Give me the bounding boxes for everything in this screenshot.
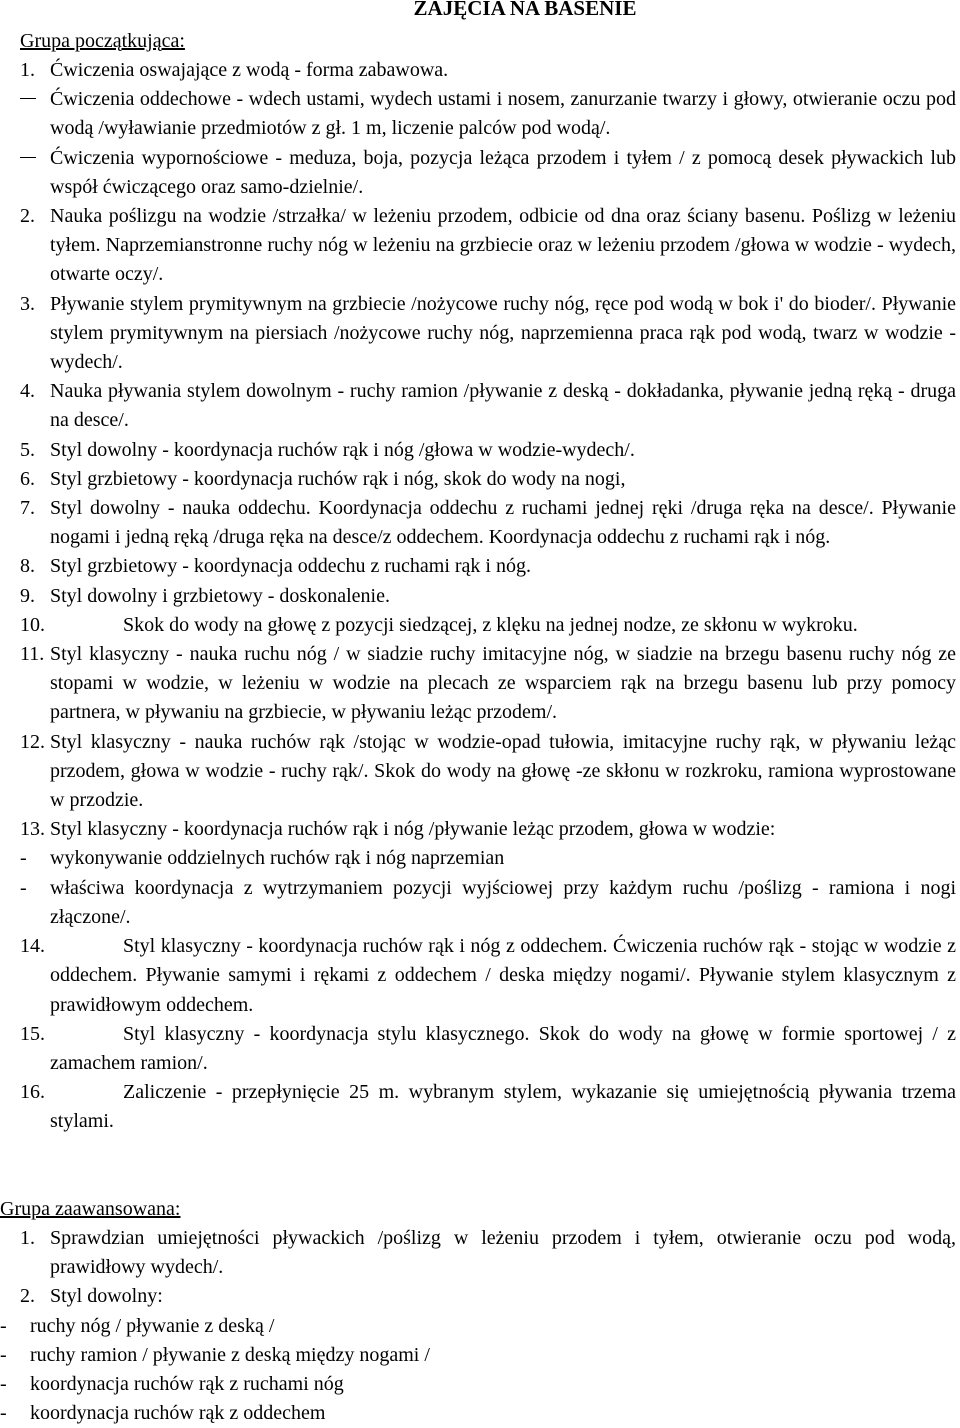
item-text: właściwa koordynacja z wytrzymaniem pozycji wyjściowej przy każdym ruchu /poślizg - ramiona i nogi złączone/. xyxy=(50,876,956,928)
item-text: Nauka pływania stylem dowolnym - ruchy ramion /pływanie z deską - dokładanka, pływanie jedną ręką - druga na desce/. xyxy=(50,380,956,432)
item-text: Styl grzbietowy - koordynacja oddechu z ruchami rąk i nóg. xyxy=(50,555,531,578)
item-number: 1. xyxy=(20,59,35,81)
item-number: 12. xyxy=(20,730,45,753)
list-item xyxy=(20,494,956,552)
item-text: wykonywanie oddzielnych ruchów rąk i nóg naprzemian xyxy=(50,847,505,870)
item-text: Ćwiczenia oddechowe - wdech ustami, wydech ustami i nosem, zanurzanie twarzy i głowy, otwieranie oczu pod wodą /wyławianie przedmiotów z gł. 1 m, liczenie palców pod wodą/. xyxy=(50,88,956,140)
item-text: ruchy ramion / pływanie z deską między nogami / xyxy=(30,1343,430,1366)
list-item xyxy=(20,552,956,581)
list-item xyxy=(0,1341,956,1370)
dash-bullet xyxy=(20,85,36,114)
list-item xyxy=(0,1370,956,1399)
list-item xyxy=(20,202,956,290)
item-number: 6. xyxy=(20,467,35,490)
item-number: 3. xyxy=(20,292,35,315)
item-text: Styl grzbietowy - koordynacja ruchów rąk i nóg, skok do wody na nogi, xyxy=(50,467,626,490)
item-number: 1. xyxy=(20,1227,35,1249)
item-text: ruchy nóg / pływanie z deską / xyxy=(30,1314,275,1337)
item-text: Ćwiczenia wypornościowe - meduza, boja, pozycja leżąca przodem i tyłem / z pomocą desek pływackich lub współ ćwiczącego oraz samo-dzielnie/. xyxy=(50,146,956,198)
item-text: Styl dowolny - nauka oddechu. Koordynacja oddechu z ruchami jednej ręki /druga ręka na desce/. Pływanie nogami i jedną ręką /druga ręka na desce/z oddechem. Koordynacja oddechu z ruchami rąk i nóg. xyxy=(50,497,956,549)
item-number: 2. xyxy=(20,205,35,228)
section-heading-beginner: Grupa początkująca: xyxy=(20,30,185,52)
list-item xyxy=(20,144,956,202)
list-item xyxy=(20,436,956,465)
list-item xyxy=(20,932,956,1020)
list-item xyxy=(20,290,956,378)
list-item xyxy=(20,85,956,143)
item-text: Styl dowolny i grzbietowy - doskonalenie. xyxy=(50,584,390,607)
item-number: 14. xyxy=(20,935,45,958)
item-text: Styl dowolny - koordynacja ruchów rąk i nóg /głowa w wodzie-wydech/. xyxy=(50,438,635,461)
item-number: 5. xyxy=(20,438,35,461)
list-item xyxy=(20,56,956,85)
item-text: Ćwiczenia oswajające z wodą - forma zabawowa. xyxy=(50,59,449,81)
item-text: Styl klasyczny - koordynacja ruchów rąk i nóg /pływanie leżąc przodem, głowa w wodzie: xyxy=(50,818,776,841)
item-text: Styl klasyczny - koordynacja stylu klasycznego. Skok do wody na głowę w formie sportowej / z zamachem ramion/. xyxy=(50,1022,956,1074)
dash-bullet: - xyxy=(20,847,27,870)
section-heading-advanced: Grupa zaawansowana: xyxy=(0,1198,181,1220)
item-text: Pływanie stylem prymitywnym na grzbiecie /nożycowe ruchy nóg, ręce pod wodą w bok i' do bioder/. Pływanie stylem prymitywnym na piersiach /nożycowe ruchy nóg, naprzemienna praca rąk pod wodą, twarz w wodzie - wydech/. xyxy=(50,292,956,374)
list-item xyxy=(20,728,956,816)
list-item xyxy=(0,1312,956,1341)
advanced-list xyxy=(0,1224,956,1428)
item-number: 16. xyxy=(20,1081,45,1104)
item-text: Nauka poślizgu na wodzie /strzałka/ w leżeniu przodem, odbicie od dna oraz ściany basenu. Poślizg w leżeniu tyłem. Naprzemianstronne ruchy nóg w leżeniu na grzbiecie oraz w leżeniu przodem /głowa w wodzie - wydech, otwarte oczy/. xyxy=(50,205,956,286)
dash-bullet: - xyxy=(0,1373,7,1396)
item-text: Styl klasyczny - nauka ruchów rąk /stojąc w wodzie-opad tułowia, imitacyjne ruchy rąk, w pływaniu leżąc przodem, głowa w wodzie - ruchy rąk/. Skok do wody na głowę -ze skłonu w rozkroku, ramiona wyprostowane w przodzie. xyxy=(50,730,956,812)
item-number: 9. xyxy=(20,584,35,607)
dash-bullet: - xyxy=(0,1402,7,1425)
item-number: 10. xyxy=(20,613,45,636)
list-item xyxy=(20,465,956,494)
list-item xyxy=(20,1078,956,1136)
item-number: 8. xyxy=(20,555,35,578)
dash-bullet: - xyxy=(0,1343,7,1366)
list-item xyxy=(20,1224,956,1282)
list-item xyxy=(20,1282,956,1311)
list-item xyxy=(20,582,956,611)
list-item xyxy=(20,815,956,844)
list-item xyxy=(20,844,956,873)
item-number: 11. xyxy=(20,643,45,666)
list-item xyxy=(20,640,956,728)
list-item xyxy=(20,611,956,640)
item-text: Sprawdzian umiejętności pływackich /poślizg w leżeniu przodem i tyłem, otwieranie oczu pod wodą, prawidłowy wydech/. xyxy=(50,1227,956,1279)
item-text: Styl klasyczny - nauka ruchu nóg / w siadzie ruchy imitacyjne nóg, w siadzie na brzegu basenu ruchy nóg ze stopami w wodzie, w leżeniu w wodzie na plecach ze wsparciem rąk na brzegu basenu lub przy pomocy partnera, w pływaniu na grzbiecie, w pływaniu leżąc przodem/. xyxy=(50,643,956,724)
item-text: koordynacja ruchów rąk z ruchami nóg xyxy=(30,1373,344,1396)
item-number: 7. xyxy=(20,497,35,520)
item-text: Skok do wody na głowę z pozycji siedzącej, z klęku na jednej nodze, ze skłonu w wykroku. xyxy=(123,613,858,636)
item-text: Styl dowolny: xyxy=(50,1285,163,1308)
list-item xyxy=(20,1020,956,1078)
dash-bullet xyxy=(20,144,36,173)
list-item xyxy=(20,874,956,932)
item-number: 13. xyxy=(20,818,45,841)
item-text: koordynacja ruchów rąk z oddechem xyxy=(30,1402,326,1425)
document-title: ZAJĘCIA NA BASENIE xyxy=(413,0,637,20)
list-item xyxy=(20,377,956,435)
item-number: 2. xyxy=(20,1285,35,1308)
item-text: Styl klasyczny - koordynacja ruchów rąk i nóg z oddechem. Ćwiczenia ruchów rąk - stojąc w wodzie z oddechem. Pływanie samymi i rękami z oddechem / deska między nogami/. Pływanie stylem klasycznym z prawidłowym oddechem. xyxy=(50,935,956,1016)
item-text: Zaliczenie - przepłynięcie 25 m. wybranym stylem, wykazanie się umiejętnością pływania trzema stylami. xyxy=(50,1081,956,1133)
beginner-list xyxy=(20,56,956,1137)
item-number: 4. xyxy=(20,380,35,403)
dash-bullet: - xyxy=(0,1314,7,1337)
item-number: 15. xyxy=(20,1022,45,1045)
dash-bullet: - xyxy=(20,876,27,899)
